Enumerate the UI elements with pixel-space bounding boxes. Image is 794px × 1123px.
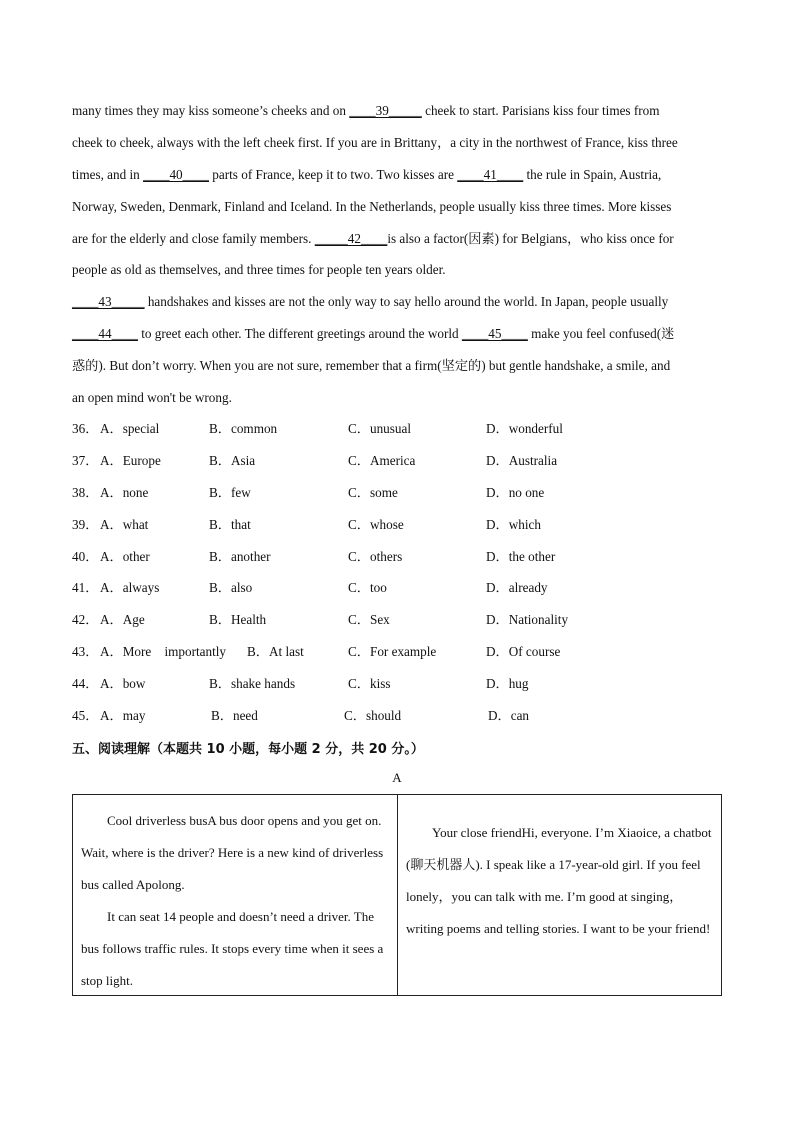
passage-line-9: 惑的). But don’t worry. When you are not sure, remember that a firm(坚定的) but gentle handshake, a smile, and (72, 358, 671, 373)
option-b: B．also (209, 580, 253, 595)
table-cell-right (398, 795, 721, 995)
option-d: D．can (488, 708, 530, 723)
question-number: 39． (72, 517, 99, 532)
left-paragraph-2: It can seat 14 people and doesn’t need a driver. The bus follows traffic rules. It stops every time when it sees a stop light. (81, 909, 384, 988)
option-b: B．shake hands (209, 676, 296, 691)
option-c: C．others (348, 549, 403, 564)
blank-41: ____41____ (457, 167, 524, 182)
option-c: C．For example (348, 644, 437, 659)
option-a: A．Europe (100, 453, 161, 468)
option-c: C．unusual (348, 421, 412, 436)
option-b: B．common (209, 421, 278, 436)
option-d: D．Australia (486, 453, 558, 468)
passage-line-1: many times they may kiss someone’s cheeks and on ____39_____ cheek to start. Parisians kiss four times from (72, 103, 660, 118)
option-b: B．Health (209, 612, 267, 627)
option-b: B．need (211, 708, 258, 723)
left-paragraph-1: Cool driverless busA bus door opens and you get on. Wait, where is the driver? Here is a new kind of driverless bus called Apolong. (81, 813, 384, 892)
passage-line-7: ____43_____ handshakes and kisses are not the only way to say hello around the world. In Japan, people usually (72, 294, 669, 309)
option-d: D．Nationality (486, 612, 569, 627)
passage-line-8: ____44____ to greet each other. The different greetings around the world ____45____ make you feel confused(迷 (72, 326, 675, 341)
option-c: C．too (348, 580, 387, 595)
question-number: 42． (72, 612, 99, 627)
option-b: B．At last (247, 644, 304, 659)
question-number: 38． (72, 485, 99, 500)
question-number: 37． (72, 453, 99, 468)
option-d: D．which (486, 517, 541, 532)
option-c: C．America (348, 453, 416, 468)
question-number: 36． (72, 421, 99, 436)
question-number: 44． (72, 676, 99, 691)
table-cell-left (73, 795, 398, 995)
question-number: 45． (72, 708, 99, 723)
passage-line-4: Norway, Sweden, Denmark, Finland and Iceland. In the Netherlands, people usually kiss three times. More kisses (72, 199, 672, 214)
option-c: C．kiss (348, 676, 391, 691)
option-a: A．More importantly (100, 644, 226, 659)
option-a: A．may (100, 708, 146, 723)
question-number: 43． (72, 644, 99, 659)
blank-39: ____39_____ (349, 103, 422, 118)
blank-40: ____40____ (143, 167, 209, 182)
passage-line-6: people as old as themselves, and three times for people ten years older. (72, 262, 446, 277)
option-a: A．Age (100, 612, 145, 627)
option-b: B．another (209, 549, 271, 564)
blank-42: _____42____ (314, 231, 388, 246)
option-d: D．wonderful (486, 421, 563, 436)
option-c: C．Sex (348, 612, 390, 627)
passage-line-5: are for the elderly and close family members. _____42____is also a factor(因素) for Belgians，who kiss once for (72, 231, 674, 246)
question-number: 41． (72, 580, 99, 595)
option-c: C．whose (348, 517, 404, 532)
option-a: A．bow (100, 676, 146, 691)
option-a: A．other (100, 549, 150, 564)
option-d: D．Of course (486, 644, 561, 659)
reading-table (72, 794, 722, 996)
passage-label: A (392, 770, 402, 785)
option-b: B．Asia (209, 453, 256, 468)
option-d: D．no one (486, 485, 545, 500)
passage-line-2: cheek to cheek, always with the left cheek first. If you are in Brittany，a city in the northwest of France, kiss three (72, 135, 678, 150)
passage-line-3: times, and in ____40____ parts of France, keep it to two. Two kisses are ____41____ the rule in Spain, Austria, (72, 167, 662, 182)
option-a: A．always (100, 580, 160, 595)
question-number: 40． (72, 549, 99, 564)
blank-44: ____44____ (72, 326, 138, 341)
option-c: C．should (344, 708, 402, 723)
option-d: D．already (486, 580, 548, 595)
option-a: A．special (100, 421, 160, 436)
option-a: A．none (100, 485, 149, 500)
option-a: A．what (100, 517, 149, 532)
option-b: B．few (209, 485, 251, 500)
option-d: D．hug (486, 676, 529, 691)
blank-43: ____43_____ (72, 294, 145, 309)
option-c: C．some (348, 485, 398, 500)
passage-line-10: an open mind won't be wrong. (72, 390, 232, 405)
section-title: 五、阅读理解（本题共 10 小题，每小题 2 分，共 20 分。） (72, 742, 424, 757)
blank-45: ____45____ (461, 326, 528, 341)
right-paragraph-1: Your close friendHi, everyone. I’m Xiaoice, a chatbot (聊天机器人). I speak like a 17-year-old girl. If you feel lonely，you can talk with me. I’m good at singing，writing poems and telling stories. I want to be your friend! (406, 825, 712, 936)
option-b: B．that (209, 517, 251, 532)
option-d: D．the other (486, 549, 556, 564)
